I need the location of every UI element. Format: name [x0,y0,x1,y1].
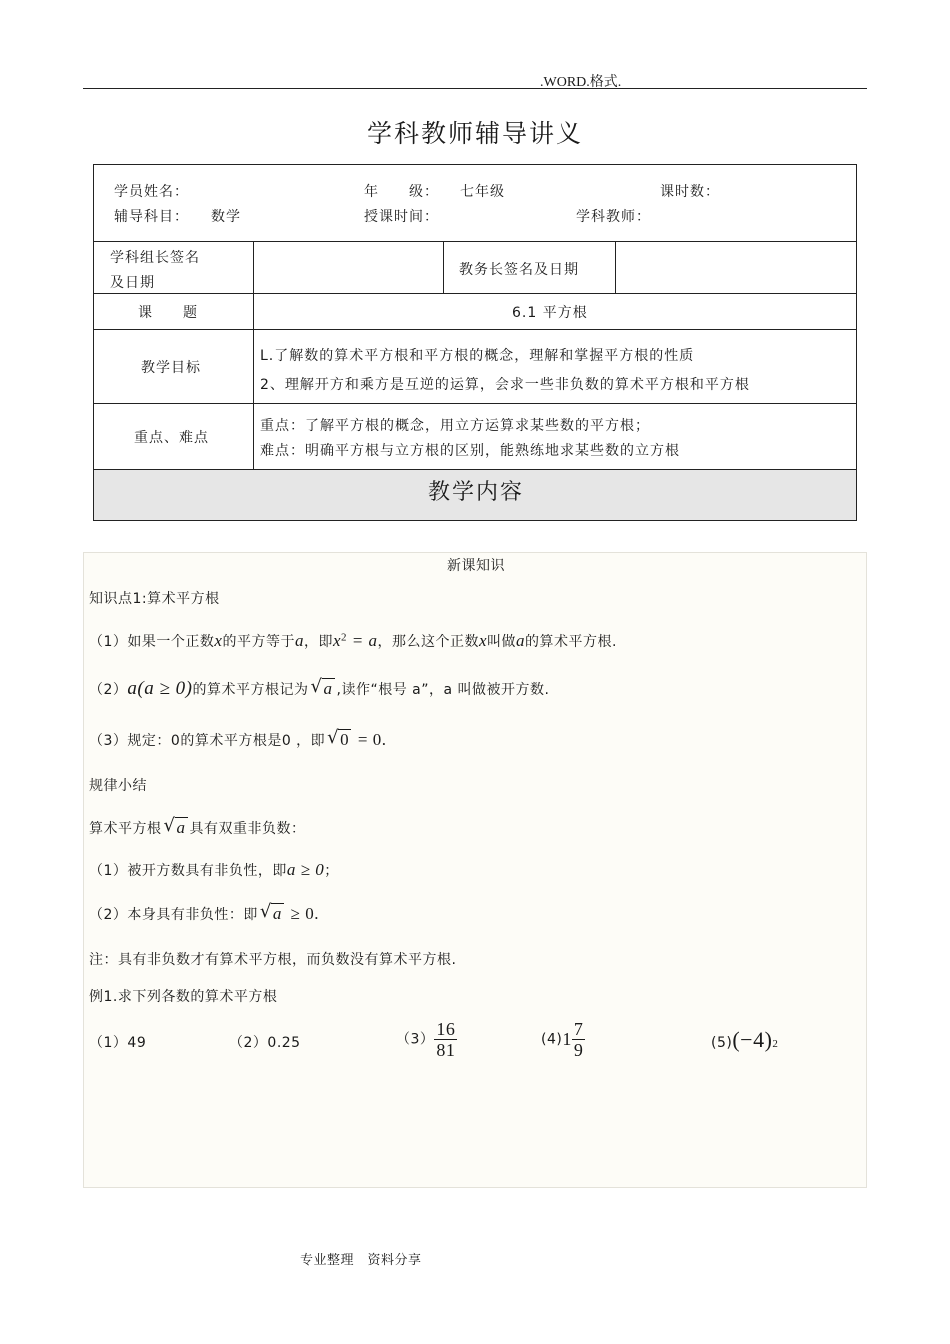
text: 的平方等于 [222,634,295,650]
info-table [93,164,857,521]
math-equation: = a [347,631,378,650]
nonneg-item [89,860,339,880]
class-time-label: 授课时间： [364,209,439,225]
header-divider [83,88,867,89]
footer-text: 专业整理 资料分享 [300,1253,422,1268]
table-column-divider [253,241,254,469]
content-header: 教学内容 [427,480,524,505]
exercise-item: （2）0.25 [229,1035,301,1051]
radicand: 0 [340,730,350,749]
text: （3）规定：0的算术平方根是0 ，即 [89,733,326,749]
rule-item [89,730,387,750]
text: ，那么这个正数 [377,634,479,650]
exercise-item [711,1027,778,1053]
student-name-label: 学员姓名： [114,184,189,200]
math-inequality: a ≥ 0 [286,860,325,879]
double-nonneg-item [89,818,306,838]
sqrt-symbol [260,904,284,924]
document-title: 学科教师辅导讲义 [366,119,583,148]
example-title: 例1.求下列各数的算术平方根 [89,989,278,1005]
hours-label: 课时数： [660,184,720,200]
notation-item [89,678,549,700]
table-column-divider [615,241,616,293]
table-divider [94,293,856,294]
fraction [572,1019,586,1060]
math-condition: a(a ≥ 0) [127,678,193,699]
exercise-label: （3） [396,1031,435,1048]
text: ； [324,863,339,879]
goal-item: 2、理解开方和乘方是互逆的运算，会求一些非负数的算术平方根和平方根 [260,377,750,393]
exercise-item [396,1019,457,1060]
grade-value: 七年级 [460,184,505,200]
key-difficult-label: 重点、难点 [134,430,209,446]
text: 的算术平方根. [525,634,617,650]
table-divider [94,329,856,330]
math-a: a [294,631,304,650]
key-point: 重点：了解平方根的概念，用立方运算求某些数的平方根； [260,418,650,434]
difficult-point: 难点：明确平方根与立方根的区别，能熟练地求某些数的立方根 [260,443,680,459]
text: 叫做 [487,634,517,650]
mixed-number-whole: 1 [562,1029,572,1049]
summary-title: 规律小结 [89,778,147,794]
subject-label: 辅导科目： [114,209,189,225]
math-a: a [516,631,526,650]
text: （2） [89,682,128,698]
sqrt-symbol [327,730,351,750]
denominator: 9 [573,1040,584,1060]
math-x: x [214,631,223,650]
section-title: 新课知识 [447,558,505,574]
text: ，即 [303,634,333,650]
fraction [434,1019,457,1060]
goal-item: L.了解数的算术平方根和平方根的概念，理解和掌握平方根的性质 [260,348,695,364]
math-x: x [332,631,342,650]
sqrt-symbol [311,679,335,699]
numerator: 7 [573,1019,584,1039]
exercise-label: (5) [711,1035,733,1051]
text: 具有双重非负数： [189,821,306,837]
dean-sign-label: 教务长签名及日期 [459,262,579,278]
sqrt-symbol [164,818,188,838]
topic-value: 6.1 平方根 [512,305,588,321]
text: （1）被开方数具有非负性，即 [89,863,287,879]
knowledge-point-title: 知识点1:算术平方根 [89,591,220,607]
denominator: 81 [436,1040,456,1060]
grade-label: 年 级： [364,184,439,200]
leader-sign-label: 学科组长签名 [110,250,200,266]
math-equation: = 0. [353,730,387,749]
text: 算术平方根 [89,821,162,837]
header-tag: .WORD.格式. [540,75,622,90]
subject-value: 数学 [211,209,241,225]
table-column-divider [443,241,444,293]
leader-sign-label-2: 及日期 [110,275,155,291]
text: ,读作“根号 a”，a 叫做被开方数. [336,682,550,698]
math-inequality: ≥ 0. [285,904,320,923]
nonneg-item [89,904,319,924]
lesson-content [83,552,867,1188]
math-exponent: 2 [772,1038,779,1050]
text: 的算术平方根记为 [192,682,309,698]
exercise-item [541,1019,585,1060]
radicand: a [323,679,333,698]
numerator: 16 [436,1019,456,1039]
definition-item [89,631,617,651]
note: 注：具有非负数才有算术平方根，而负数没有算术平方根. [89,952,457,968]
math-expression: (−4) [732,1027,773,1052]
table-divider [94,403,856,404]
exercise-label: (4) [541,1031,563,1048]
exercise-item: （1）49 [89,1035,147,1051]
radicand: a [272,904,282,923]
goals-label: 教学目标 [141,360,201,376]
teacher-label: 学科教师： [576,209,651,225]
table-divider [94,241,856,242]
radicand: a [176,818,186,837]
text: （1）如果一个正数 [89,634,215,650]
text: （2）本身具有非负性：即 [89,907,258,923]
math-x: x [479,631,488,650]
topic-label: 课 题 [138,305,198,321]
math-exponent: 2 [341,631,348,644]
